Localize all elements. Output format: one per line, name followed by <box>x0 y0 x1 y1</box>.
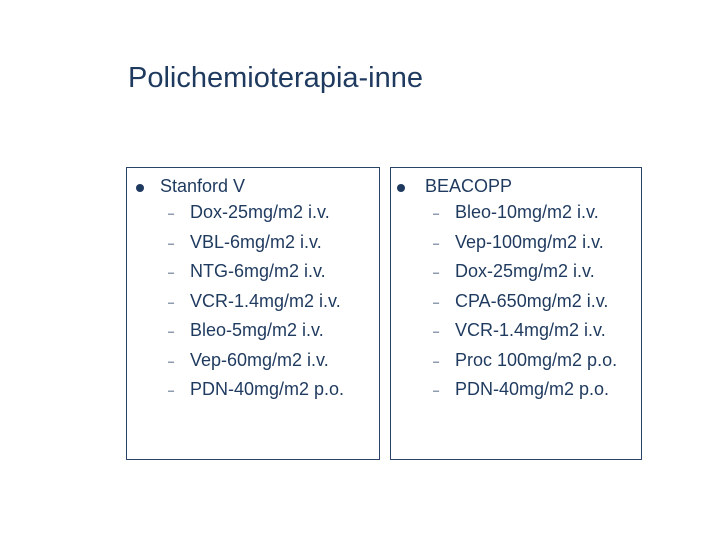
dash-icon: – <box>168 296 175 309</box>
dash-icon: – <box>433 208 440 220</box>
dash-icon: – <box>433 237 440 250</box>
dash-icon: – <box>168 208 175 220</box>
dash-icon: – <box>433 296 440 309</box>
stanford-v-panel: Stanford V – Dox-25mg/m2 i.v. – VBL-6mg/m2 i.v. – NTG-6mg/m2 i.v. – VCR-1.4mg/m2 i.v. – Bleo-5mg/m2 i.v. – Vep-60mg/m2 i.v. – PDN-40mg/m2 p.o. <box>126 167 380 460</box>
bullet-icon <box>397 184 405 192</box>
dash-icon: – <box>168 326 175 338</box>
bullet-icon <box>136 184 144 192</box>
regimen-heading: Stanford V <box>160 176 246 196</box>
dash-icon: – <box>168 355 175 368</box>
dash-icon: – <box>433 326 440 338</box>
dash-icon: – <box>168 267 175 279</box>
beacopp-panel: BEACOPP – Bleo-10mg/m2 i.v. – Vep-100mg/m2 i.v. – Dox-25mg/m2 i.v. – CPA-650mg/m2 i.v. – VCR-1.4mg/m2 i.v. – Proc 100mg/m2 p.o. – PDN-40mg/m2 p.o. <box>390 167 642 460</box>
dash-icon: – <box>433 267 440 279</box>
regimen-heading: BEACOPP <box>425 176 513 196</box>
slide-title: Polichemioterapia-inne <box>128 62 423 94</box>
dash-icon: – <box>433 385 440 397</box>
dash-icon: – <box>168 385 175 397</box>
dash-icon: – <box>168 237 175 250</box>
dash-icon: – <box>433 355 440 368</box>
